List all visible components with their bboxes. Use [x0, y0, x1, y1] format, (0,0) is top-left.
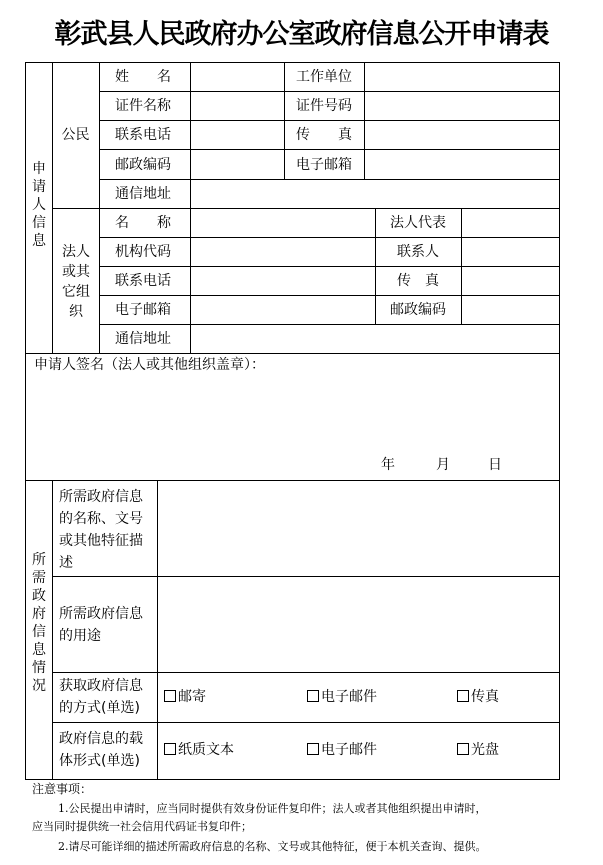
method-option-fax[interactable]: 传真 [457, 688, 499, 706]
org-contact-label: 联系人 [397, 244, 439, 260]
org-name-field[interactable] [191, 209, 374, 236]
notes-line-1a: 1.公民提出申请时，应当同时提供有效身份证件复印件；法人或者其他组织提出申请时， [58, 802, 487, 815]
org-legal-rep-label: 法人代表 [390, 215, 446, 231]
org-address-label: 通信地址 [115, 331, 171, 347]
checkbox-icon[interactable] [307, 743, 319, 755]
citizen-id-number-label: 证件号码 [296, 98, 352, 114]
notes-heading: 注意事项： [32, 782, 93, 796]
info-carrier-label: 政府信息的载体形式(单选) [59, 731, 143, 769]
citizen-phone-field[interactable] [191, 121, 283, 148]
citizen-email-field[interactable] [365, 150, 559, 178]
checkbox-icon[interactable] [307, 690, 319, 702]
signature-year: 年 [381, 457, 395, 473]
org-fax-label: 传 真 [397, 273, 439, 289]
citizen-work-unit-field[interactable] [365, 63, 559, 90]
org-postal-field[interactable] [462, 296, 559, 323]
carrier-option-paper[interactable]: 纸质文本 [164, 741, 234, 759]
org-label: 法人或其它组织 [62, 244, 90, 320]
org-name-label: 名 称 [115, 215, 171, 231]
info-purpose-field[interactable] [158, 577, 559, 671]
org-code-field[interactable] [191, 238, 374, 265]
notes-line-2: 2.请尽可能详细的描述所需政府信息的名称、文号或其他特征，便于本机关查询、提供。 [58, 840, 487, 853]
signature-label: 申请人签名（法人或其他组织盖章）： [34, 357, 265, 373]
method-option-email[interactable]: 电子邮件 [307, 688, 377, 706]
info-method-label: 获取政府信息的方式(单选) [59, 678, 143, 716]
citizen-fax-label: 传 真 [296, 127, 352, 143]
checkbox-icon[interactable] [164, 690, 176, 702]
citizen-id-name-label: 证件名称 [115, 98, 171, 114]
citizen-id-name-field[interactable] [191, 92, 283, 119]
signature-day: 日 [488, 457, 502, 473]
org-email-label: 电子邮箱 [115, 302, 171, 318]
citizen-label: 公民 [61, 127, 90, 143]
org-legal-rep-field[interactable] [462, 209, 559, 236]
carrier-option-email[interactable]: 电子邮件 [307, 741, 377, 759]
citizen-name-field[interactable] [191, 63, 283, 90]
citizen-postal-label: 邮政编码 [115, 157, 171, 173]
info-section-label: 所需政府信息情况 [32, 552, 46, 694]
info-purpose-label: 所需政府信息的用途 [59, 606, 143, 644]
citizen-address-field[interactable] [191, 180, 559, 207]
citizen-name-label: 姓 名 [115, 69, 171, 85]
carrier-option-disc[interactable]: 光盘 [457, 741, 499, 759]
citizen-work-unit-label: 工作单位 [296, 69, 352, 85]
info-desc-label: 所需政府信息的名称、文号或其他特征描述 [59, 489, 143, 571]
notes-line-1b: 应当同时提供统一社会信用代码证书复印件； [32, 820, 252, 833]
org-postal-label: 邮政编码 [390, 302, 446, 318]
org-phone-field[interactable] [191, 267, 374, 294]
page-title: 彰武县人民政府办公室政府信息公开申请表 [54, 19, 549, 50]
citizen-address-label: 通信地址 [115, 186, 171, 202]
org-fax-field[interactable] [462, 267, 559, 294]
org-code-label: 机构代码 [115, 244, 171, 260]
method-option-mail[interactable]: 邮寄 [164, 688, 206, 706]
citizen-fax-field[interactable] [365, 121, 559, 148]
citizen-phone-label: 联系电话 [115, 127, 171, 143]
citizen-email-label: 电子邮箱 [296, 157, 352, 173]
signature-month: 月 [436, 457, 450, 473]
checkbox-icon[interactable] [164, 743, 176, 755]
citizen-postal-field[interactable] [191, 150, 283, 178]
checkbox-icon[interactable] [457, 743, 469, 755]
org-contact-field[interactable] [462, 238, 559, 265]
org-email-field[interactable] [191, 296, 374, 323]
applicant-section-label: 申请人信息 [32, 161, 46, 249]
org-phone-label: 联系电话 [115, 273, 171, 289]
checkbox-icon[interactable] [457, 690, 469, 702]
signature-area[interactable] [26, 378, 559, 456]
info-desc-field[interactable] [158, 481, 559, 575]
citizen-id-number-field[interactable] [365, 92, 559, 119]
org-address-field[interactable] [191, 325, 559, 352]
